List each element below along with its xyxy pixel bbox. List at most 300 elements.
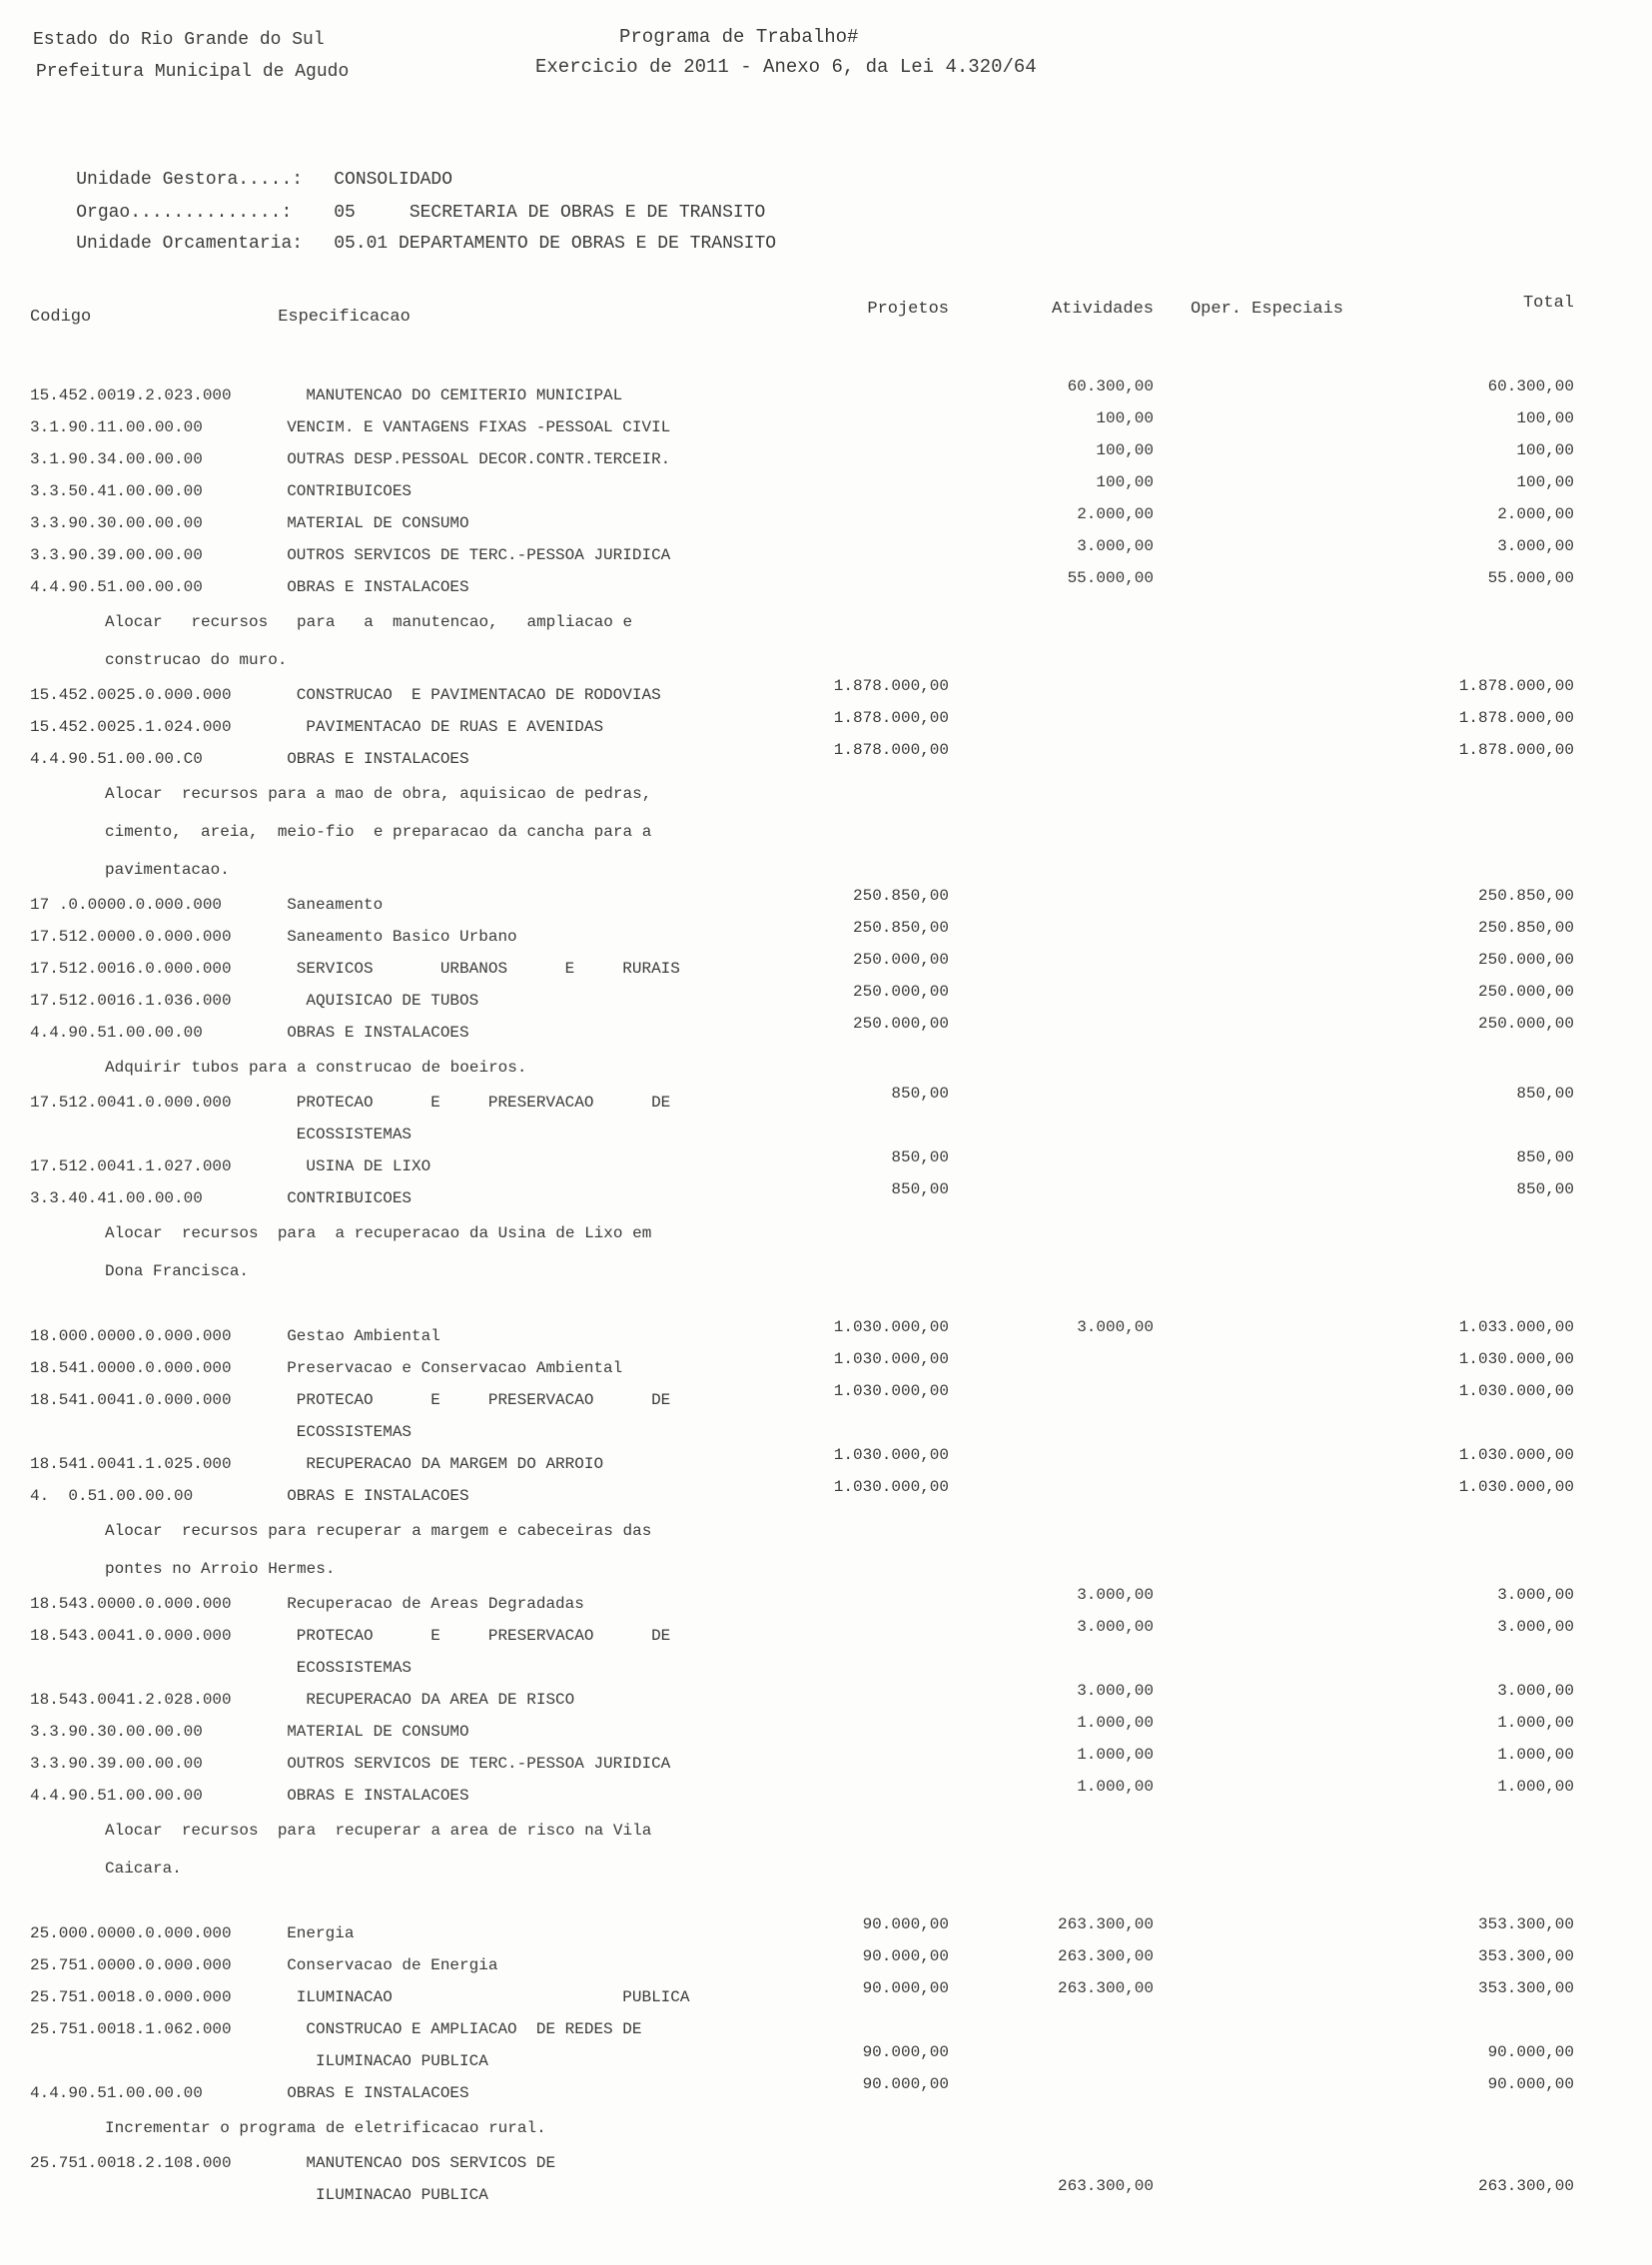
pad [0,1416,30,1448]
atividades-cell [949,1343,1154,1375]
table-body [0,379,1652,2211]
projetos-cell [814,1739,949,1771]
atividades-cell [949,880,1154,912]
atividades-cell [949,1110,1154,1141]
oper-especiais-cell [1154,1375,1343,1407]
atividades-cell [949,976,1154,1008]
pad [0,475,30,507]
total-cell: 3.000,00 [1497,537,1574,555]
atividades-cell: 60.300,00 [1067,378,1154,395]
orgao-label: Orgao..............: [76,203,293,223]
projetos-cell [814,371,949,402]
oper-especiais-cell [1154,1643,1343,1675]
projetos-cell [814,2004,949,2036]
table-row [0,743,1652,775]
code-cell [30,1652,268,1684]
total-cell: 250.000,00 [1477,1015,1574,1033]
note-row: Alocar recursos para a recuperacao da Usina de Lixo em [105,1224,652,1242]
code-cell: 25.751.0018.2.108.000 [30,2154,232,2172]
total-cell: 353.300,00 [1477,1947,1574,1965]
atividades-cell: 263.300,00 [1057,1947,1154,1965]
note-row: Dona Francisca. [105,1262,250,1280]
code-cell: 17.512.0041.1.027.000 [30,1157,232,1175]
projetos-cell: 850,00 [891,1085,949,1103]
oper-especiais-cell [1154,976,1343,1008]
code-cell: 17.512.0016.0.000.000 [30,960,232,978]
spec-cell: PAVIMENTACAO DE RUAS E AVENIDAS [268,718,604,736]
spec-cell: CONSTRUCAO E PAVIMENTACAO DE RODOVIAS [268,686,661,704]
atividades-cell [949,1008,1154,1040]
atividades-cell: 1.000,00 [1077,1746,1154,1764]
column-header-atividades: Atividades [1051,300,1154,319]
code-cell: 4.4.90.51.00.00.00 [30,1024,203,1042]
code-cell: 3.3.90.39.00.00.00 [30,546,203,564]
projetos-cell [814,498,949,530]
note-row: Alocar recursos para a mao de obra, aquisicao de pedras, [105,785,652,803]
atividades-cell: 1.000,00 [1077,1714,1154,1732]
projetos-cell [814,1643,949,1675]
atividades-cell: 3.000,00 [1077,1682,1154,1700]
total-cell: 850,00 [1516,1180,1574,1198]
oper-especiais-cell [1154,1771,1343,1803]
spec-cell: MATERIAL DE CONSUMO [268,514,469,532]
oper-especiais-cell [1154,498,1343,530]
pad [0,1150,30,1182]
total-cell: 100,00 [1516,441,1574,459]
oper-especiais-cell [1154,944,1343,976]
code-cell [30,1416,268,1448]
oper-especiais-cell [1154,1141,1343,1173]
report-subtitle: Exercicio de 2011 - Anexo 6, da Lei 4.320/64 [535,56,1037,78]
table-row [0,1017,1652,1049]
pad [0,1448,30,1480]
oper-especiais-cell [1154,1611,1343,1643]
code-cell: 25.751.0000.0.000.000 [30,1956,232,1974]
note-row: Caicara. [105,1860,182,1878]
code-cell: 18.543.0041.0.000.000 [30,1627,232,1645]
spec-cell: CONTRIBUICOES [268,1189,413,1207]
oper-especiais-cell [1154,734,1343,766]
projetos-cell: 1.878.000,00 [833,741,949,759]
pad [0,743,30,775]
atividades-cell: 3.000,00 [1077,537,1154,555]
code-cell: 25.751.0018.1.062.000 [30,2020,232,2038]
total-cell [1343,1110,1574,1141]
projetos-cell [814,1407,949,1439]
code-cell: 17.512.0041.0.000.000 [30,1094,232,1112]
atividades-cell [949,944,1154,976]
total-cell: 1.000,00 [1497,1778,1574,1796]
total-cell: 250.850,00 [1477,887,1574,905]
spec-cell: OBRAS E INSTALACOES [268,750,469,768]
spec-cell: PROTECAO E PRESERVACAO DE [268,1094,671,1112]
atividades-cell [949,1375,1154,1407]
total-cell: 1.030.000,00 [1458,1478,1574,1496]
oper-especiais-cell [1154,530,1343,562]
total-cell: 1.000,00 [1497,1746,1574,1764]
atividades-cell [949,1643,1154,1675]
unidade-orcamentaria-label: Unidade Orcamentaria: [76,234,304,254]
projetos-cell: 1.030.000,00 [833,1478,949,1496]
projetos-cell: 1.030.000,00 [833,1318,949,1336]
pad [0,1588,30,1620]
pad [0,1652,30,1684]
atividades-cell: 2.000,00 [1077,505,1154,523]
code-cell: 4.4.90.51.00.00.00 [30,578,203,596]
spec-cell: CONTRIBUICOES [268,482,413,500]
code-cell: 25.751.0018.0.000.000 [30,1988,232,2006]
total-cell: 100,00 [1516,409,1574,427]
atividades-cell [949,702,1154,734]
table-row [0,1182,1652,1214]
column-header-projetos: Projetos [867,300,949,319]
pad [0,2013,30,2045]
pad [0,300,30,336]
spec-cell: MATERIAL DE CONSUMO [268,1723,469,1741]
code-cell: 18.543.0000.0.000.000 [30,1595,232,1613]
pad [0,1320,30,1352]
total-cell: 850,00 [1516,1085,1574,1103]
total-cell: 263.300,00 [1477,2177,1574,2195]
spec-cell: ECOSSISTEMAS [268,1659,413,1677]
projetos-cell [814,2138,949,2170]
total-cell: 850,00 [1516,1148,1574,1166]
atividades-cell [949,2004,1154,2036]
table-header-row [0,294,1652,336]
total-cell: 1.030.000,00 [1458,1446,1574,1464]
total-cell: 3.000,00 [1497,1586,1574,1604]
spec-cell: OBRAS E INSTALACOES [268,2084,469,2102]
pad [0,443,30,475]
projetos-cell: 90.000,00 [862,2043,949,2061]
pad [0,711,30,743]
oper-especiais-cell [1154,1439,1343,1471]
pad [0,379,30,411]
note-row: Alocar recursos para a manutencao, ampliacao e [105,613,633,631]
total-cell: 353.300,00 [1477,1915,1574,1933]
oper-especiais-cell [1154,2004,1343,2036]
total-cell: 1.000,00 [1497,1714,1574,1732]
atividades-cell [949,670,1154,702]
unidade-orcamentaria-value: 05.01 DEPARTAMENTO DE OBRAS E DE TRANSITO [334,234,777,254]
atividades-cell: 55.000,00 [1067,569,1154,587]
state-name: Estado do Rio Grande do Sul [33,30,325,50]
oper-especiais-cell [1154,1471,1343,1503]
spec-cell: RECUPERACAO DA AREA DE RISCO [268,1691,575,1709]
code-cell: 4. 0.51.00.00.00 [30,1487,194,1505]
oper-especiais-cell [1154,434,1343,466]
projetos-cell: 250.000,00 [852,1015,949,1033]
spec-cell: OBRAS E INSTALACOES [268,578,469,596]
code-cell: 4.4.90.51.00.00.00 [30,2084,203,2102]
spec-cell: AQUISICAO DE TUBOS [268,992,479,1010]
column-header-oper-especiais: Oper. Especiais [1190,300,1343,319]
code-cell: 3.3.40.41.00.00.00 [30,1189,203,1207]
pad [0,2077,30,2109]
oper-especiais-cell [1154,466,1343,498]
atividades-cell: 263.300,00 [1057,1979,1154,1997]
atividades-cell [949,1471,1154,1503]
atividades-cell: 100,00 [1096,441,1154,459]
oper-especiais-cell [1154,2170,1343,2202]
projetos-cell: 250.000,00 [852,983,949,1001]
projetos-cell [814,402,949,434]
pad [0,1917,30,1949]
column-header-especificacao: Especificacao [268,308,411,327]
code-cell: 17 .0.0000.0.000.000 [30,896,223,914]
spec-cell: ILUMINACAO PUBLICA [268,2052,488,2070]
code-cell: 15.452.0019.2.023.000 [30,386,232,404]
oper-especiais-cell [1154,912,1343,944]
oper-especiais-cell [1154,1078,1343,1110]
spec-cell: OBRAS E INSTALACOES [268,1787,469,1805]
atividades-cell [949,2036,1154,2068]
code-cell [30,2045,268,2077]
code-cell: 18.541.0041.1.025.000 [30,1455,232,1473]
note-row: cimento, areia, meio-fio e preparacao da cancha para a [105,823,652,841]
oper-especiais-cell [1154,1311,1343,1343]
total-cell: 250.850,00 [1477,919,1574,937]
pad [0,2045,30,2077]
total-cell: 90.000,00 [1487,2075,1574,2093]
spec-cell: Recuperacao de Areas Degradadas [268,1595,584,1613]
note-row: Alocar recursos para recuperar a area de risco na Vila [105,1822,652,1840]
column-header-total: Total [1522,294,1574,313]
pad [0,1017,30,1049]
spec-cell: OUTROS SERVICOS DE TERC.-PESSOA JURIDICA [268,546,671,564]
pad [0,1981,30,2013]
spec-cell: MANUTENCAO DOS SERVICOS DE [268,2154,556,2172]
pad [0,1620,30,1652]
projetos-cell: 250.850,00 [852,887,949,905]
spec-cell: RECUPERACAO DA MARGEM DO ARROIO [268,1455,604,1473]
oper-especiais-cell [1154,1739,1343,1771]
total-cell: 1.878.000,00 [1458,741,1574,759]
orgao-value: 05 SECRETARIA DE OBRAS E DE TRANSITO [334,203,766,223]
total-cell [1343,1407,1574,1439]
code-cell: 15.452.0025.1.024.000 [30,718,232,736]
spec-cell: Saneamento [268,896,384,914]
projetos-cell: 1.030.000,00 [833,1446,949,1464]
code-cell: 17.512.0016.1.036.000 [30,992,232,1010]
note-row: Alocar recursos para recuperar a margem e cabeceiras das [105,1522,652,1540]
code-cell: 3.1.90.11.00.00.00 [30,418,203,436]
total-cell: 60.300,00 [1487,378,1574,395]
oper-especiais-cell [1154,371,1343,402]
projetos-cell: 90.000,00 [862,1915,949,1933]
unidade-gestora-label: Unidade Gestora.....: [76,170,304,190]
oper-especiais-cell [1154,2068,1343,2100]
atividades-cell [949,1141,1154,1173]
oper-especiais-cell [1154,1908,1343,1940]
atividades-cell: 100,00 [1096,409,1154,427]
total-cell: 100,00 [1516,473,1574,491]
projetos-cell: 1.030.000,00 [833,1382,949,1400]
pad [0,953,30,985]
projetos-cell [814,1675,949,1707]
pad [0,2147,30,2179]
projetos-cell [814,1771,949,1803]
report-title: Programa de Trabalho# [619,26,859,48]
spec-cell: OBRAS E INSTALACOES [268,1487,469,1505]
pad [0,921,30,953]
oper-especiais-cell [1154,2036,1343,2068]
oper-especiais-cell [1154,1707,1343,1739]
spec-cell: Conservacao de Energia [268,1956,498,1974]
projetos-cell: 1.030.000,00 [833,1350,949,1368]
pad [0,985,30,1017]
total-cell [1343,2138,1574,2170]
spec-cell: VENCIM. E VANTAGENS FIXAS -PESSOAL CIVIL [268,418,671,436]
oper-especiais-cell [1154,1008,1343,1040]
code-cell: 3.1.90.34.00.00.00 [30,450,203,468]
spec-cell: Preservacao e Conservacao Ambiental [268,1359,623,1377]
code-cell: 4.4.90.51.00.00.00 [30,1787,203,1805]
total-cell: 3.000,00 [1497,1618,1574,1636]
table-row-continuation [0,2179,1652,2211]
oper-especiais-cell [1154,562,1343,594]
atividades-cell: 3.000,00 [1077,1618,1154,1636]
spec-cell: USINA DE LIXO [268,1157,431,1175]
budget-table [0,294,1652,2211]
projetos-cell [814,466,949,498]
atividades-cell [949,2068,1154,2100]
total-cell: 55.000,00 [1487,569,1574,587]
oper-especiais-cell [1154,2138,1343,2170]
total-cell: 1.030.000,00 [1458,1382,1574,1400]
pad [0,1716,30,1748]
atividades-cell [949,1078,1154,1110]
oper-especiais-cell [1154,1940,1343,1972]
atividades-cell: 3.000,00 [1077,1318,1154,1336]
spec-cell: ILUMINACAO PUBLICA [268,2186,488,2204]
code-cell: 3.3.90.39.00.00.00 [30,1755,203,1773]
note-row: Incrementar o programa de eletrificacao rural. [105,2119,546,2137]
total-cell [1343,2004,1574,2036]
oper-especiais-cell [1154,1110,1343,1141]
code-cell: 18.541.0041.0.000.000 [30,1391,232,1409]
code-cell: 17.512.0000.0.000.000 [30,928,232,946]
unidade-gestora-value: CONSOLIDADO [334,170,453,190]
code-cell [30,1119,268,1150]
projetos-cell: 850,00 [891,1180,949,1198]
atividades-cell: 100,00 [1096,473,1154,491]
pad [0,1480,30,1512]
spec-cell: CONSTRUCAO E AMPLIACAO DE REDES DE [268,2020,642,2038]
atividades-cell [949,1173,1154,1205]
oper-especiais-cell [1154,1407,1343,1439]
atividades-cell [949,912,1154,944]
code-cell: 3.3.50.41.00.00.00 [30,482,203,500]
pad [0,539,30,571]
atividades-cell [949,734,1154,766]
note-row: pontes no Arroio Hermes. [105,1560,336,1578]
projetos-cell: 850,00 [891,1148,949,1166]
atividades-cell: 263.300,00 [1057,2177,1154,2195]
projetos-cell: 1.878.000,00 [833,677,949,695]
pad [0,507,30,539]
atividades-cell [949,1407,1154,1439]
municipality-name: Prefeitura Municipal de Agudo [36,62,350,82]
code-cell: 4.4.90.51.00.00.C0 [30,750,203,768]
pad [0,889,30,921]
total-cell: 2.000,00 [1497,505,1574,523]
total-cell: 1.033.000,00 [1458,1318,1574,1336]
spec-cell: OUTROS SERVICOS DE TERC.-PESSOA JURIDICA [268,1755,671,1773]
projetos-cell: 90.000,00 [862,2075,949,2093]
projetos-cell [814,530,949,562]
spec-cell: ECOSSISTEMAS [268,1126,413,1143]
code-cell: 18.541.0000.0.000.000 [30,1359,232,1377]
projetos-cell [814,1707,949,1739]
unidade-orcamentaria-row [33,214,776,274]
total-cell: 1.878.000,00 [1458,677,1574,695]
pad [0,1182,30,1214]
oper-especiais-cell [1154,1675,1343,1707]
oper-especiais-cell [1154,702,1343,734]
projetos-cell [814,1579,949,1611]
code-cell: 25.000.0000.0.000.000 [30,1924,232,1942]
code-cell: 18.000.0000.0.000.000 [30,1327,232,1345]
pad [0,2179,30,2211]
table-row [0,571,1652,603]
code-cell [30,2179,268,2211]
atividades-cell: 3.000,00 [1077,1586,1154,1604]
pad [0,1780,30,1812]
total-cell [1343,1643,1574,1675]
oper-especiais-cell [1154,1972,1343,2004]
spec-cell: OBRAS E INSTALACOES [268,1024,469,1042]
pad [0,1119,30,1150]
note-row: Adquirir tubos para a construcao de boeiros. [105,1059,527,1077]
pad [0,679,30,711]
note-row: pavimentacao. [105,861,230,879]
pad [0,1949,30,1981]
atividades-cell: 1.000,00 [1077,1778,1154,1796]
projetos-cell: 90.000,00 [862,1947,949,1965]
atividades-cell [949,2138,1154,2170]
table-row [0,2077,1652,2109]
oper-especiais-cell [1154,402,1343,434]
pad [0,1684,30,1716]
spec-cell: Energia [268,1924,355,1942]
projetos-cell [814,562,949,594]
total-cell: 1.878.000,00 [1458,709,1574,727]
oper-especiais-cell [1154,670,1343,702]
spec-cell: ECOSSISTEMAS [268,1423,413,1441]
spec-cell: Gestao Ambiental [268,1327,440,1345]
spec-cell: SERVICOS URBANOS E RURAIS [268,960,680,978]
projetos-cell: 250.850,00 [852,919,949,937]
total-cell: 250.000,00 [1477,951,1574,969]
spec-cell: PROTECAO E PRESERVACAO DE [268,1627,671,1645]
spec-cell: PROTECAO E PRESERVACAO DE [268,1391,671,1409]
code-cell: 15.452.0025.0.000.000 [30,686,232,704]
code-cell: 3.3.90.30.00.00.00 [30,1723,203,1741]
oper-especiais-cell [1154,1343,1343,1375]
note-row: construcao do muro. [105,651,288,669]
pad [0,571,30,603]
total-cell: 1.030.000,00 [1458,1350,1574,1368]
atividades-cell: 263.300,00 [1057,1915,1154,1933]
table-row [0,1780,1652,1812]
code-cell: 18.543.0041.2.028.000 [30,1691,232,1709]
spec-cell: Saneamento Basico Urbano [268,928,517,946]
spec-cell: ILUMINACAO PUBLICA [268,1988,690,2006]
total-cell: 90.000,00 [1487,2043,1574,2061]
spec-cell: MANUTENCAO DO CEMITERIO MUNICIPAL [268,386,623,404]
projetos-cell: 250.000,00 [852,951,949,969]
